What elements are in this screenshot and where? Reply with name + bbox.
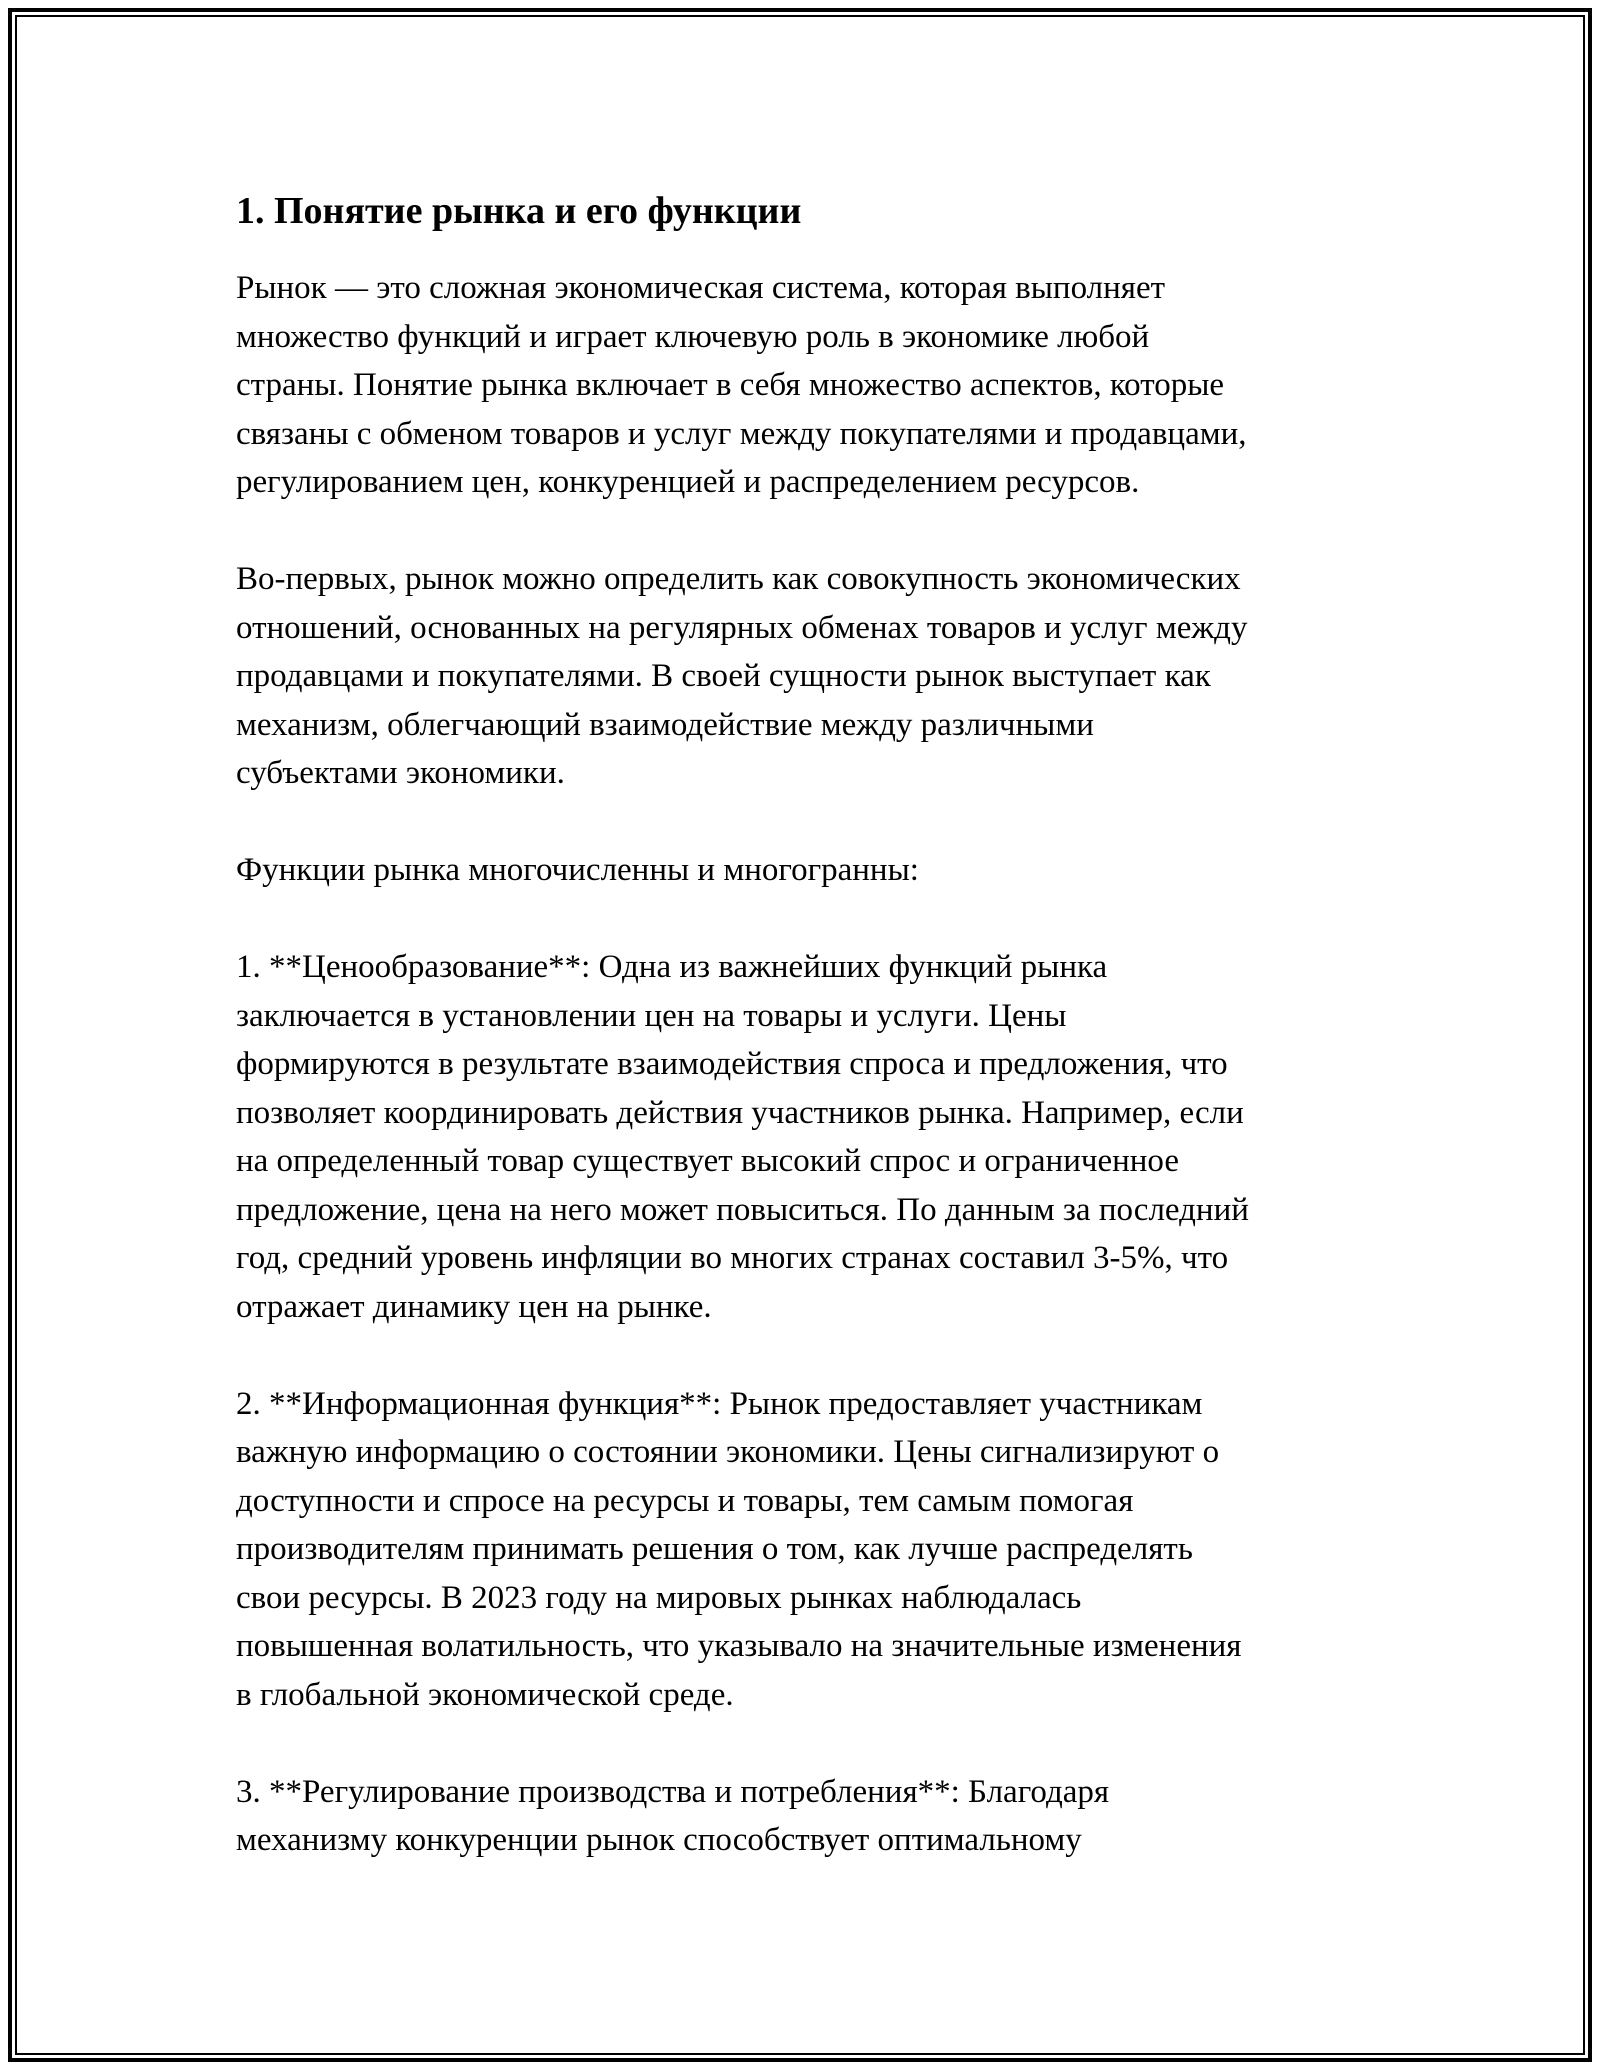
paragraph-functions-intro: Функции рынка многочисленны и многогранны: <box>236 852 919 888</box>
document-body <box>236 186 1386 1865</box>
paragraph-intro: Рынок — это сложная экономическая система, которая выполняет множество функций и играет ключевую роль в экономике любой страны. Понятие рынка включает в себя множество аспектов, которые связаны с обменом товаров и услуг между покупателями и продавцами, регулированием цен, конкуренцией и распределением ресурсов. <box>236 270 1247 500</box>
paragraph-function-information: 2. **Информационная функция**: Рынок предоставляет участникам важную информацию о состоянии экономики. Цены сигнализируют о доступности и спросе на ресурсы и товары, тем самым помогая производителям принимать решения о том, как лучше распределять свои ресурсы. В 2023 году на мировых рынках наблюдалась повышенная волатильность, что указывало на значительные изменения в глобальной экономической среде. <box>236 1385 1242 1713</box>
section-heading: 1. Понятие рынка и его функции <box>236 190 802 232</box>
paragraph-definition: Во-первых, рынок можно определить как совокупность экономических отношений, основанных на регулярных обменах товаров и услуг между продавцами и покупателями. В своей сущности рынок выступает как механизм, облегчающий взаимодействие между различными субъектами экономики. <box>236 561 1248 791</box>
paragraph-function-pricing: 1. **Ценообразование**: Одна из важнейших функций рынка заключается в установлении цен на товары и услуги. Цены формируются в результате взаимодействия спроса и предложения, что позволяет координировать действия участников рынка. Например, если на определенный товар существует высокий спрос и ограниченное предложение, цена на него может повыситься. По данным за последний год, средний уровень инфляции во многих странах составил 3-5%, что отражает динамику цен на рынке. <box>236 949 1249 1325</box>
paragraph-function-regulation: 3. **Регулирование производства и потребления**: Благодаря механизму конкуренции рынок способствует оптимальному <box>236 1773 1110 1858</box>
